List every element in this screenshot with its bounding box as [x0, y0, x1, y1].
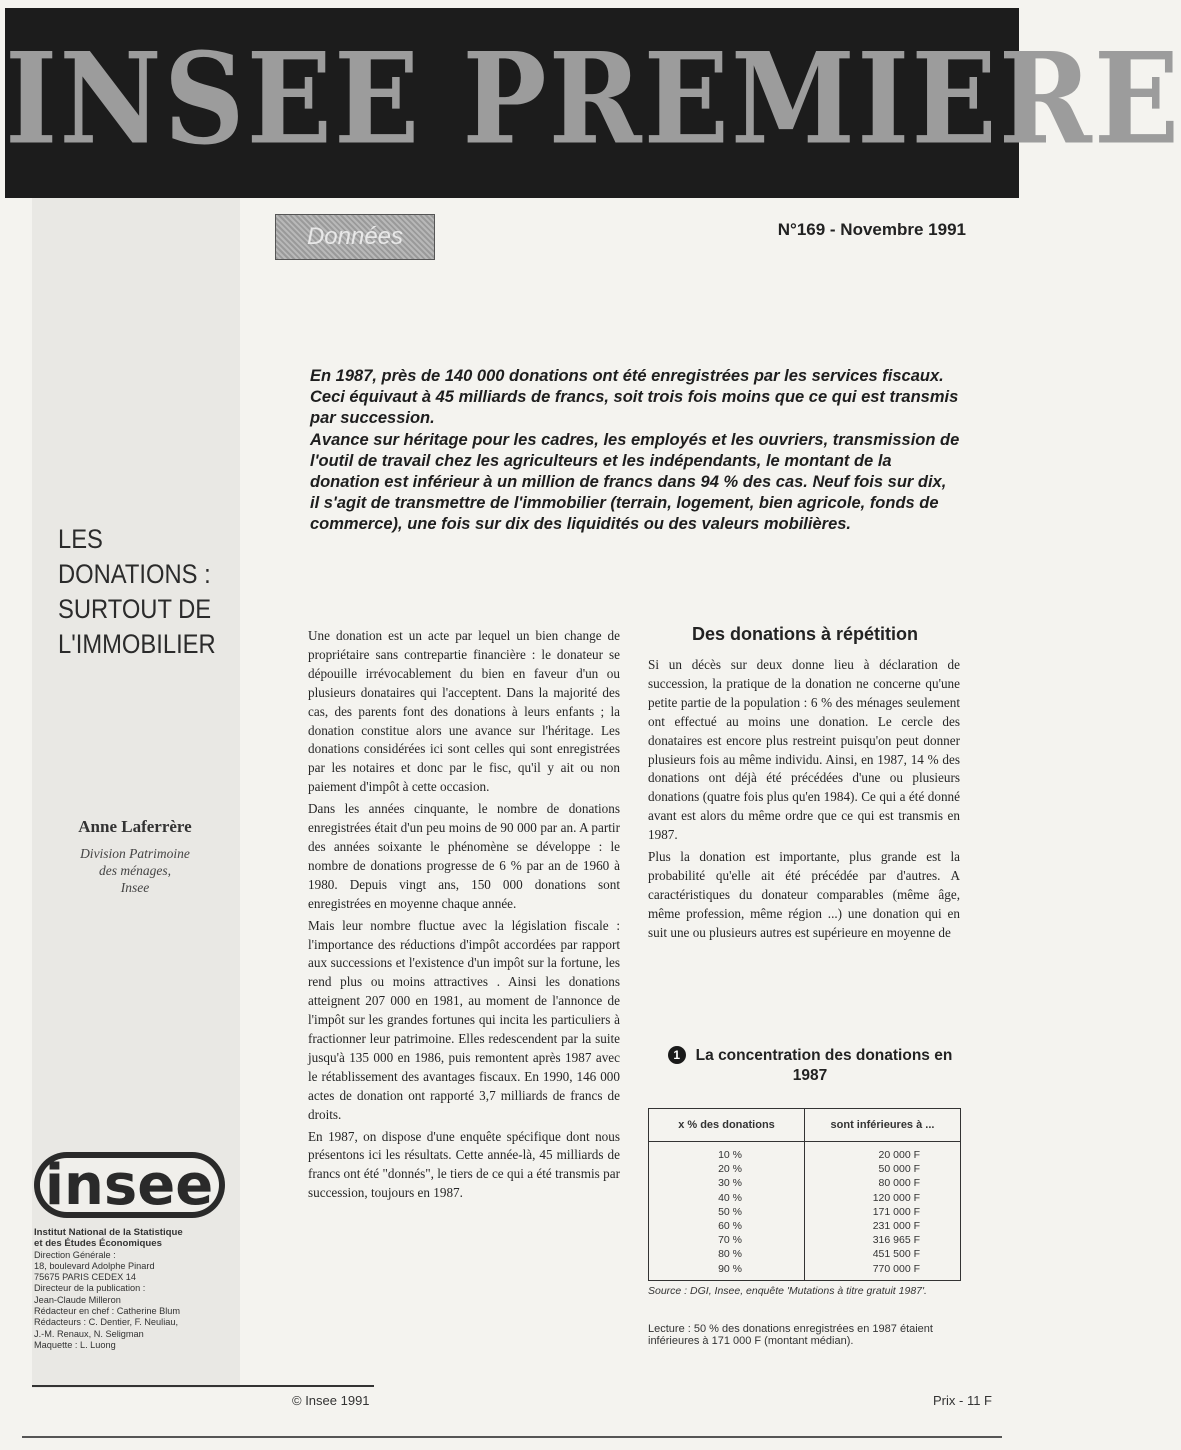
table-row: [649, 1205, 961, 1219]
institute-line: Rédacteur en chef : Catherine Blum: [34, 1306, 181, 1317]
masthead-title: INSEE PREMIERE: [5, 26, 1181, 173]
table-cell: 80 000 F: [805, 1176, 961, 1190]
table-cell: 316 965 F: [805, 1233, 961, 1247]
author-block: [40, 817, 230, 896]
table-cell: 20 %: [649, 1162, 805, 1176]
institute-block: [34, 1227, 234, 1351]
body-paragraph: En 1987, on dispose d'une enquête spécifique dont nous présentons ici les résultats. Cette année-là, 45 milliards de francs ont été "donnés", le tiers de ce qui a été transmis par succession, toujours en 1987.: [308, 1128, 620, 1201]
article-title-line: L'IMMOBILIER: [58, 629, 216, 659]
affiliation-line: Insee: [120, 880, 150, 895]
table-cell: 171 000 F: [805, 1205, 961, 1219]
section-badge: Données: [275, 214, 435, 260]
table-cell: 30 %: [649, 1176, 805, 1190]
lead-summary: [310, 366, 960, 536]
table-cell: 231 000 F: [805, 1219, 961, 1233]
table-cell: 10 %: [649, 1142, 805, 1163]
number-badge-icon: 1: [668, 1046, 686, 1064]
article-title-line: LES: [58, 524, 103, 554]
article-title-line: SURTOUT DE: [58, 594, 212, 624]
lead-paragraph: Avance sur héritage pour les cadres, les employés et les ouvriers, transmission de l'outil de travail chez les agriculteurs et les indépendants, le montant de la donation est inférieur à un million de francs dans 94 % des cas. Neuf fois sur dix, il s'agit de transmettre de l'immobilier (terrain, logement, bien agricole, fonds de commerce), une fois sur dix des liquidités ou des valeurs mobilières.: [310, 430, 960, 534]
table-row: [649, 1176, 961, 1190]
table-title-text: La concentration des donations en 1987: [695, 1047, 953, 1084]
insee-logo: [32, 1148, 227, 1222]
institute-line: J.-M. Renaux, N. Seligman: [34, 1328, 144, 1339]
institute-name: et des Études Économiques: [34, 1238, 162, 1250]
institute-line: Rédacteurs : C. Dentier, F. Neuliau,: [34, 1317, 179, 1328]
table-cell: 50 000 F: [805, 1162, 961, 1176]
table-cell: 50 %: [649, 1205, 805, 1219]
table-cell: 770 000 F: [805, 1262, 961, 1281]
table-source: Source : DGI, Insee, enquête 'Mutations à titre gratuit 1987'.: [648, 1285, 927, 1297]
table-row: [649, 1247, 961, 1261]
article-title: [58, 522, 216, 662]
table-row: [649, 1162, 961, 1176]
body-column-1: [308, 627, 620, 1206]
table-row: [649, 1219, 961, 1233]
table-header-row: [649, 1109, 961, 1142]
logo-wordmark: insee: [44, 1153, 214, 1218]
table-cell: 451 500 F: [805, 1247, 961, 1261]
bottom-divider: [22, 1436, 1002, 1438]
body-column-2: [648, 656, 960, 946]
table-cell: 60 %: [649, 1219, 805, 1233]
table-row: [649, 1191, 961, 1205]
table-row: [649, 1262, 961, 1281]
table-cell: 120 000 F: [805, 1191, 961, 1205]
institute-line: Jean-Claude Milleron: [34, 1294, 121, 1305]
affiliation-line: Division Patrimoine: [80, 846, 190, 861]
table-header-cell: x % des donations: [649, 1109, 805, 1142]
section-heading: Des donations à répétition: [691, 624, 919, 644]
institute-line: 18, boulevard Adolphe Pinard: [34, 1260, 155, 1271]
institute-line: Directeur de la publication :: [34, 1283, 146, 1294]
table-row: [649, 1142, 961, 1163]
table-cell: 90 %: [649, 1262, 805, 1281]
table-row: [649, 1233, 961, 1247]
author-name: Anne Laferrère: [78, 817, 192, 836]
lead-paragraph: En 1987, près de 140 000 donations ont été enregistrées par les services fiscaux. Ceci équivaut à 45 milliards de francs, soit trois fois moins que ce qui est transmis par succession.: [310, 367, 959, 428]
body-paragraph: Si un décès sur deux donne lieu à déclaration de succession, la pratique de la donation ne concerne qu'une petite partie de la population : 6 % des ménages seulement ont effectué au moins une donation. Le cercle des donataires est encore plus restreint puisqu'on peut donner plusieurs fois au même individu. Ainsi, en 1987, 14 % des donations ont déjà été précédées d'une ou plusieurs donations (quatre fois plus qu'en 1984). Ce qui a été donné avant est alors du même ordre que ce qui est transmis en 1987.: [648, 657, 960, 843]
body-paragraph: Mais leur nombre fluctue avec la législation fiscale : l'importance des réductions d'impôt accordées par rapport aux successions et l'existence d'un impôt sur la fortune, les rend plus ou moins attractives . Ainsi les donations atteignent 207 000 en 1981, au moment de l'annonce de l'impôt sur les grandes fortunes qui incita les particuliers à fractionner leur patrimoine. Elles redescendent par la suite jusqu'à 135 000 en 1986, puis remontent après 1987 avec le rétablissement des avantages fiscaux. En 1990, 146 000 actes de donation ont rapporté 3,7 milliards de francs de droits.: [308, 917, 620, 1122]
table-cell: 20 000 F: [805, 1142, 961, 1163]
table-header-cell: sont inférieures à ...: [805, 1109, 961, 1142]
article-title-line: DONATIONS :: [58, 559, 211, 589]
body-paragraph: Plus la donation est importante, plus grande est la probabilité qu'elle ait été précédée par d'autres. A caractéristiques du donateur comparables (même âge, même profession, même région ...) une donation qui en suit une ou plusieurs autres est supérieure en moyenne de: [648, 849, 960, 940]
table-title: [660, 1046, 960, 1086]
table-cell: 70 %: [649, 1233, 805, 1247]
institute-line: Direction Générale :: [34, 1249, 116, 1260]
issue-number: N°169 - Novembre 1991: [777, 220, 966, 239]
table-cell: 80 %: [649, 1247, 805, 1261]
institute-line: 75675 PARIS CEDEX 14: [34, 1272, 136, 1283]
masthead: [5, 8, 1181, 198]
copyright: © Insee 1991: [292, 1393, 370, 1408]
author-affiliation: [40, 845, 230, 896]
affiliation-line: des ménages,: [99, 863, 171, 878]
institute-name: Institut National de la Statistique: [34, 1227, 183, 1238]
body-paragraph: Dans les années cinquante, le nombre de donations enregistrées était d'un peu moins de 90 000 par an. A partir des années soixante le phénomène se développe : le nombre de donations progresse de 6 % par an de 1960 à 1980. Depuis vingt ans, 150 000 donations sont enregistrées en moyenne chaque année.: [308, 801, 620, 911]
body-paragraph: Une donation est un acte par lequel un bien change de propriétaire sans contrepartie financière : le donateur se dépouille irrévocablement du bien en faveur d'un ou plusieurs donataires qui l'acceptent. Dans la majorité des cas, des parents font des donations à leurs enfants ; la donation constitue alors une avance sur l'héritage. Les donations considérées ici sont celles qui sont enregistrées par les notaires et donc par le fisc, qu'il y ait ou non paiement d'impôt à cette occasion.: [308, 628, 620, 795]
table-reading-note: Lecture : 50 % des donations enregistrées en 1987 étaient inférieures à 171 000 F (montant médian).: [648, 1323, 933, 1347]
price: Prix - 11 F: [933, 1393, 992, 1408]
concentration-table: [648, 1108, 961, 1281]
table-cell: 40 %: [649, 1191, 805, 1205]
institute-line: Maquette : L. Luong: [34, 1339, 116, 1350]
footer-divider: [32, 1385, 374, 1387]
